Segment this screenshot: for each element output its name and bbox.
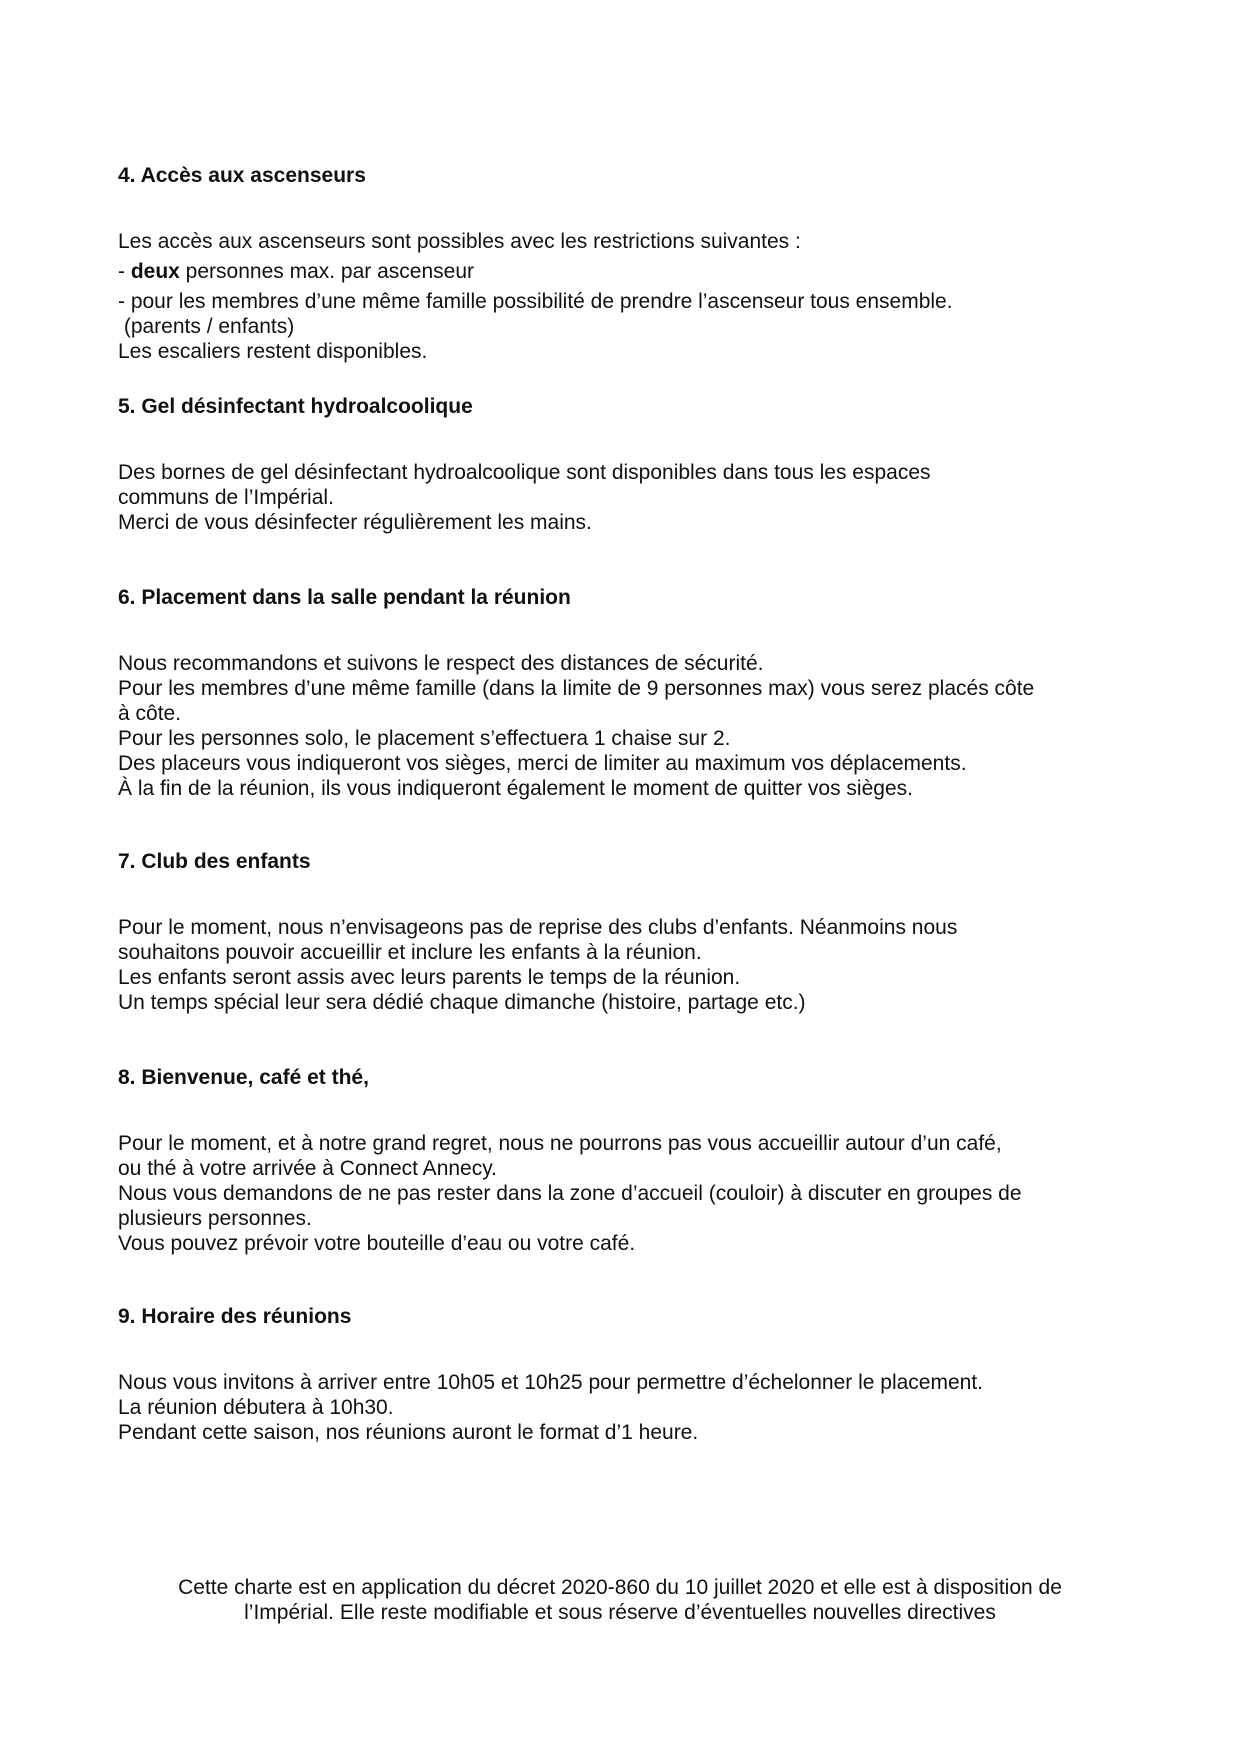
section-placement [118,585,1128,801]
body-line: ou thé à votre arrivée à Connect Annecy. [118,1157,498,1180]
body-line: Nous recommandons et suivons le respect des distances de sécurité. [118,652,764,675]
body-line: Des placeurs vous indiqueront vos sièges, merci de limiter au maximum vos déplacements. [118,752,967,775]
body-line: souhaitons pouvoir accueillir et inclure les enfants à la réunion. [118,941,702,964]
body-line: Pour le moment, nous n’envisageons pas de reprise des clubs d’enfants. Néanmoins nous [118,916,958,939]
section-horaire [118,1304,1128,1445]
section-bienvenue [118,1065,1128,1256]
section-heading: 4. Accès aux ascenseurs [118,164,366,187]
body-line: Pour les membres d’une même famille (dans la limite de 9 personnes max) vous serez placés côte [118,677,1035,700]
section-body [118,229,1128,364]
body-line: À la fin de la réunion, ils vous indiqueront également le moment de quitter vos sièges. [118,777,913,800]
body-line: Un temps spécial leur sera dédié chaque dimanche (histoire, partage etc.) [118,991,806,1014]
section-heading: 8. Bienvenue, café et thé, [118,1066,369,1089]
body-line: Nous vous invitons à arriver entre 10h05 et 10h25 pour permettre d’échelonner le placement. [118,1371,984,1394]
section-body [118,651,1128,801]
body-line: Vous pouvez prévoir votre bouteille d’eau ou votre café. [118,1232,636,1255]
footer-note [100,1575,1140,1625]
body-line: Les accès aux ascenseurs sont possibles avec les restrictions suivantes : [118,230,801,253]
list-item: - pour les membres d’une même famille possibilité de prendre l’ascenseur tous ensemble. [118,290,953,313]
section-heading: 5. Gel désinfectant hydroalcoolique [118,395,473,418]
body-line: La réunion débutera à 10h30. [118,1396,394,1419]
list-item-text: personnes max. par ascenseur [179,260,474,283]
emphasis-text: deux [130,260,180,283]
section-heading: 9. Horaire des réunions [118,1305,352,1328]
body-line: à côte. [118,702,182,725]
section-body [118,915,1128,1015]
footer-line: Cette charte est en application du décret 2020-860 du 10 juillet 2020 et elle est à disposition de [178,1576,1062,1599]
body-line: Merci de vous désinfecter régulièrement les mains. [118,511,592,534]
section-ascenseurs [118,163,1128,364]
section-club-enfants [118,849,1128,1015]
body-line: Les enfants seront assis avec leurs parents le temps de la réunion. [118,966,741,989]
footer-line: l’Impérial. Elle reste modifiable et sous réserve d’éventuelles nouvelles directives [244,1601,996,1624]
body-line: plusieurs personnes. [118,1207,312,1230]
list-item-continuation: (parents / enfants) [118,315,295,338]
body-line: Des bornes de gel désinfectant hydroalcoolique sont disponibles dans tous les espaces [118,461,931,484]
body-line: Nous vous demandons de ne pas rester dans la zone d’accueil (couloir) à discuter en groupes de [118,1182,1022,1205]
body-line: Pour le moment, et à notre grand regret, nous ne pourrons pas vous accueillir autour d’un café, [118,1132,1002,1155]
section-heading: 7. Club des enfants [118,850,311,873]
section-body [118,460,1128,535]
section-body [118,1370,1128,1445]
section-body [118,1131,1128,1256]
list-bullet: - [118,260,131,283]
body-line: Pour les personnes solo, le placement s’effectuera 1 chaise sur 2. [118,727,731,750]
list-item [118,259,1128,284]
section-gel [118,394,1128,535]
section-heading: 6. Placement dans la salle pendant la réunion [118,586,571,609]
body-line: Les escaliers restent disponibles. [118,340,428,363]
body-line: Pendant cette saison, nos réunions auront le format d’1 heure. [118,1421,699,1444]
body-line: communs de l’Impérial. [118,486,334,509]
